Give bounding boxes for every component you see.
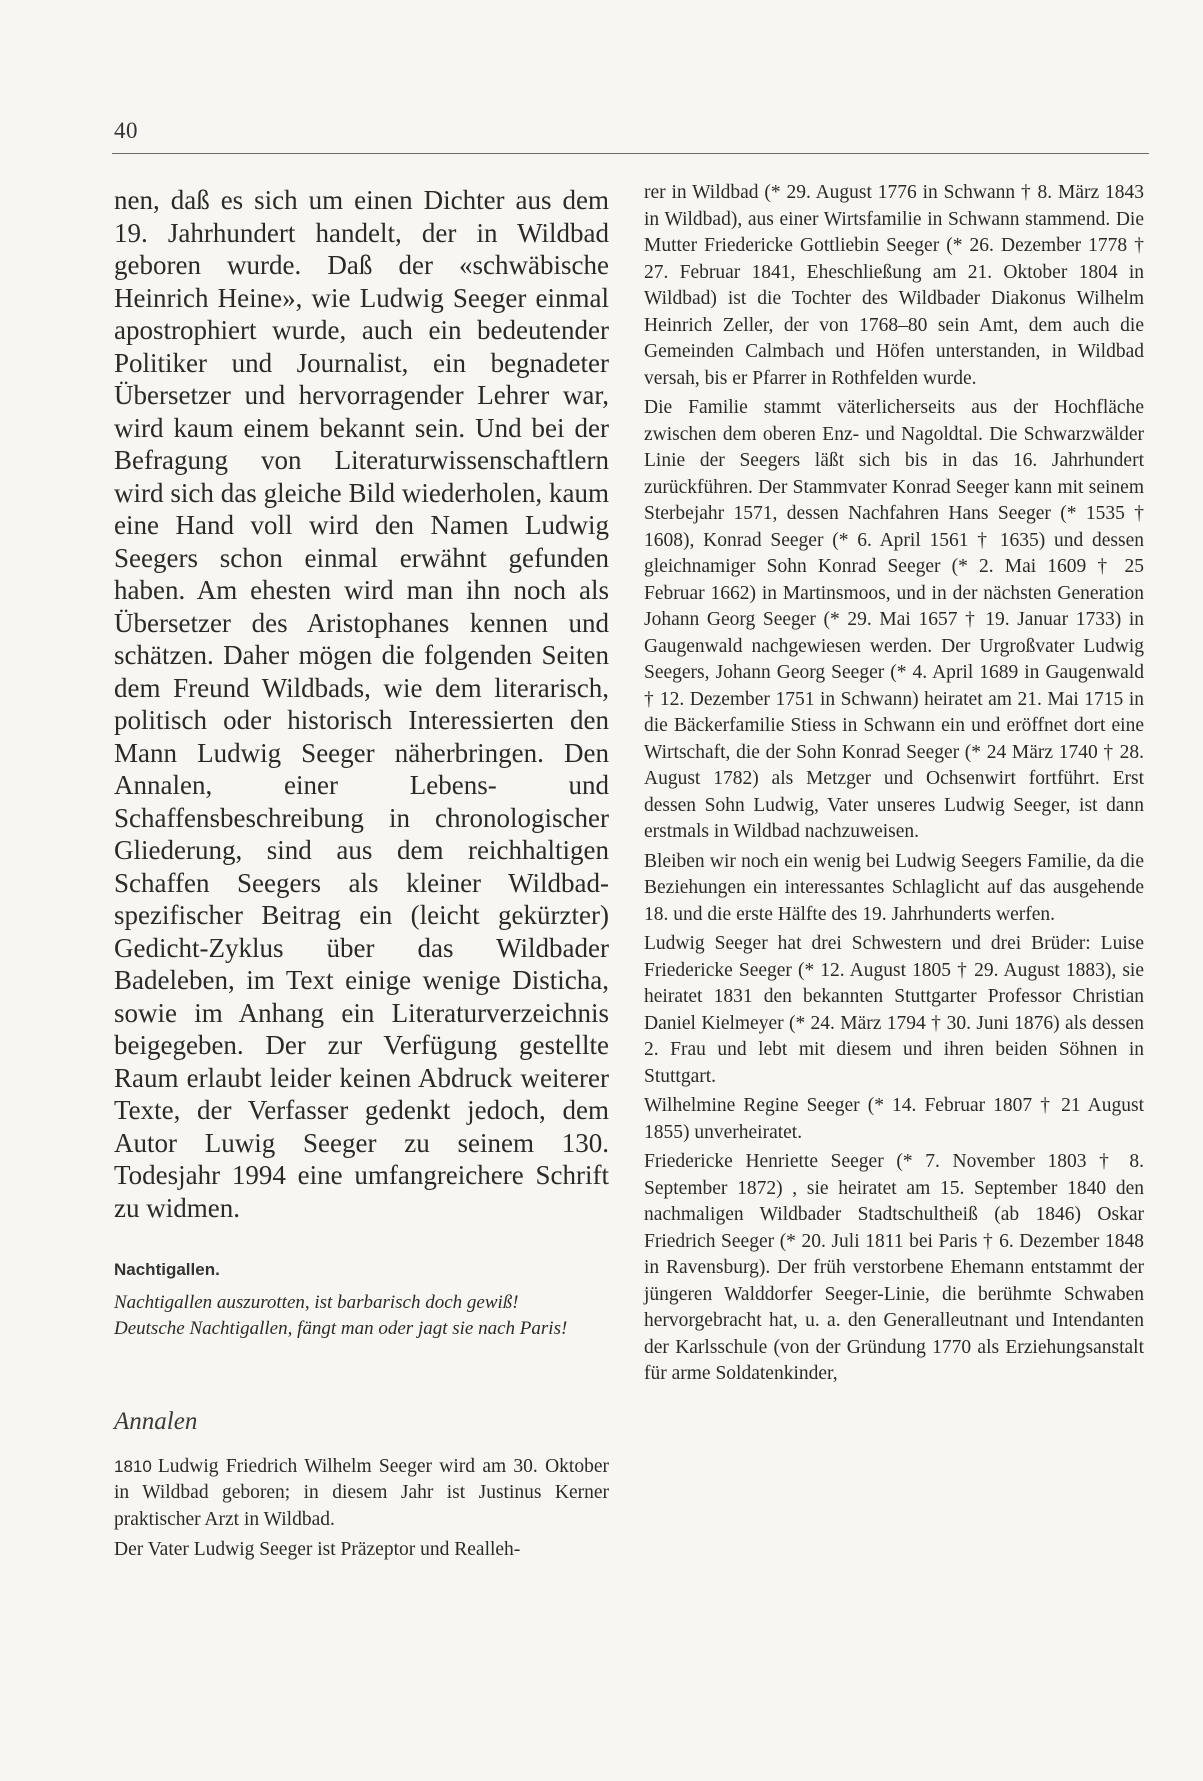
- poem-title: Nachtigallen.: [114, 1260, 220, 1279]
- page-number: 40: [114, 118, 138, 143]
- paragraph: rer in Wildbad (* 29. August 1776 in Schwann † 8. März 1843 in Wildbad), aus einer Wirtsfamilie in Schwann stammend. Die Mutter Friedericke Gottliebin Seeger (* 26. Dezember 1778 † 27. Februar 1841, Eheschließung am 21. Oktober 1804 in Wildbad) ist die Tochter des Wildbader Diakonus Wilhelm Heinrich Zeller, der von 1768–80 sein Amt, dem auch die Gemeinden Calmbach und Höfen unterstanden, in Wildbad versah, bis er Pfarrer in Rothfelden wurde.: [644, 182, 1144, 389]
- poem-line: Nachtigallen auszurotten, ist barbarisch doch gewiß!: [114, 1292, 519, 1313]
- poem-line: Deutsche Nachtigallen, fängt man oder jagt sie nach Paris!: [114, 1318, 568, 1339]
- left-column: [114, 184, 609, 1568]
- paragraph: Ludwig Seeger hat drei Schwestern und drei Brüder: Luise Friedericke Seeger (* 12. August 1805 † 29. August 1883), sie heiratet 1831 den bekannten Stuttgarter Professor Christian Daniel Kielmeyer (* 24. März 1794 † 30. Juni 1876) als dessen 2. Frau und lebt mit diesem und ihren beiden Söhnen in Stuttgart.: [644, 933, 1144, 1087]
- annal-text: Ludwig Friedrich Wilhelm Seeger wird am 30. Oktober in Wildbad geboren; in diesem Jahr ist Justinus Kerner praktischer Arzt in Wildbad.: [114, 1456, 609, 1530]
- paragraph: Bleiben wir noch ein wenig bei Ludwig Seegers Familie, da die Beziehungen ein interessantes Schlaglicht auf das ausgehende 18. und die erste Hälfte des 19. Jahrhunderts werfen.: [644, 850, 1144, 925]
- paragraph: Die Familie stammt väterlicherseits aus der Hochfläche zwischen dem oberen Enz- und Nagoldtal. Die Schwarzwälder Linie der Seegers läßt sich bis in das 16. Jahrhundert zurückführen. Der Stammvater Konrad Seeger kann mit seinem Sterbejahr 1571, dessen Nachfahren Hans Seeger (* 1535 † 1608), Konrad Seeger (* 6. April 1561 † 1635) und dessen gleichnamiger Sohn Konrad Seeger (* 2. Mai 1609 † 25 Februar 1662) in Martinsmoos, und in der nächsten Generation Johann Georg Seeger (* 29. Mai 1657 † 19. Januar 1733) in Gaugenwald nachgewiesen werden. Der Urgroßvater Ludwig Seegers, Johann Georg Seeger (* 4. April 1689 in Gaugenwald † 12. Dezember 1751 in Schwann) heiratet am 21. Mai 1715 in die Bäckerfamilie Stiess in Schwann ein und eröffnet dort eine Wirtschaft, die der Sohn Konrad Seeger (* 24 März 1740 † 28. August 1782) als Metzger und Ochsenwirt fortführt. Erst dessen Sohn Ludwig, Vater unseres Ludwig Seeger, ist dann erstmals in Wildbad nachzuweisen.: [644, 397, 1144, 842]
- annal-continuation: Der Vater Ludwig Seeger ist Präzeptor und Realleh-: [114, 1539, 521, 1561]
- paragraph: Wilhelmine Regine Seeger (* 14. Februar 1807 † 21 August 1855) unverheiratet.: [644, 1095, 1144, 1143]
- paragraph: Friedericke Henriette Seeger (* 7. November 1803 † 8. September 1872) , sie heiratet am 15. September 1840 den nachmaligen Wildbader Stadtschultheiß (ab 1846) Oskar Friedrich Seeger (* 20. Juli 1811 bei Paris † 6. Dezember 1848 in Ravensburg). Der früh verstorbene Ehemann entstammt der jüngeren Walddorfer Seeger-Linie, die berühmte Schwaben hervorgebracht hat, u. a. den Generalleutnant und Intendanten der Karlsschule (von der Gründung 1770 als Erziehungsanstalt für arme Soldatenkinder,: [644, 1151, 1144, 1384]
- annal-year: 1810: [114, 1457, 152, 1476]
- annal-entry: [114, 1454, 609, 1533]
- intro-paragraph: nen, daß es sich um einen Dichter aus dem 19. Jahrhundert handelt, der in Wildbad geboren wurde. Daß der «schwäbische Heinrich Heine», wie Ludwig Seeger einmal apostrophiert wurde, auch ein bedeutender Politiker und Journalist, ein begnadeter Übersetzer und hervorragender Lehrer war, wird kaum einem bekannt sein. Und bei der Befragung von Literaturwissenschaftlern wird sich das gleiche Bild wiederholen, kaum eine Hand voll wird den Namen Ludwig Seegers schon einmal erwähnt gefunden haben. Am ehesten wird man ihn noch als Übersetzer des Aristophanes kennen und schätzen. Daher mögen die folgenden Seiten dem Freund Wildbads, wie dem literarisch, politisch oder historisch Interessierten den Mann Ludwig Seeger näherbringen. Den Annalen, einer Lebens- und Schaffensbeschreibung in chronologischer Gliederung, sind aus dem reichhaltigen Schaffen Seegers als kleiner Wildbad-spezifischer Beitrag ein (leicht gekürzter) Gedicht-Zyklus über das Wildbader Badeleben, im Text einige wenige Disticha, sowie im Anhang ein Literaturverzeichnis beigegeben. Der zur Verfügung gestellte Raum erlaubt leider keinen Abdruck weiterer Texte, der Verfasser gedenkt jedoch, dem Autor Luwig Seeger zu seinem 130. Todesjahr 1994 eine umfangreichere Schrift zu widmen.: [114, 185, 609, 1223]
- right-column: [644, 180, 1144, 1391]
- header-rule: [112, 153, 1149, 154]
- section-heading: Annalen: [114, 1408, 198, 1435]
